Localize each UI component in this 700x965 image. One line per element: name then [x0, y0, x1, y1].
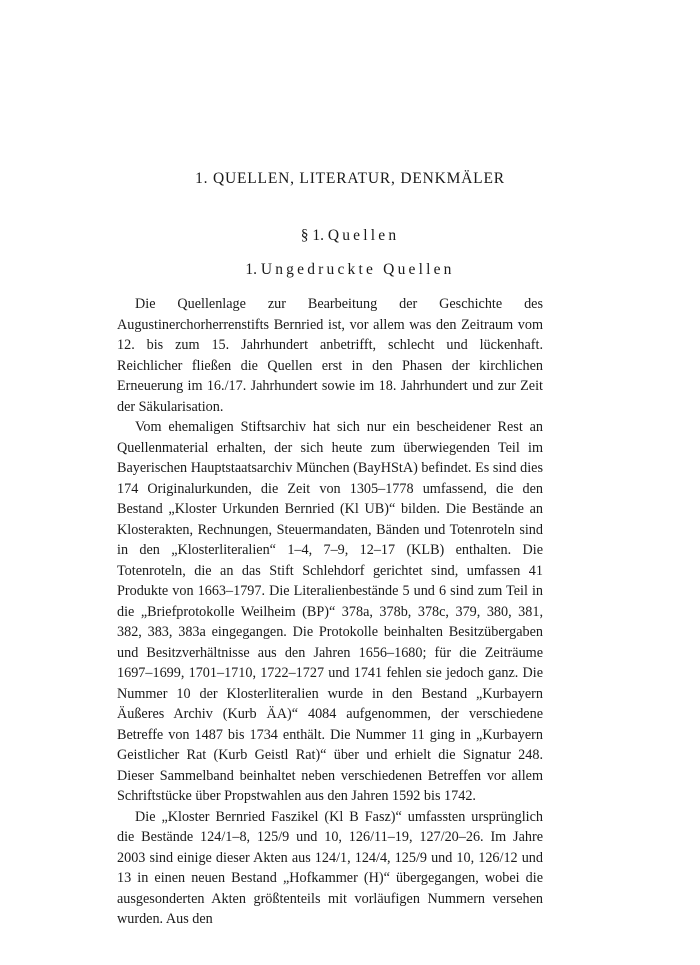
- subsection-title-text: Ungedruckte Quellen: [260, 261, 455, 278]
- paragraph: Vom ehemaligen Stiftsarchiv hat sich nur ein bescheidener Rest an Quellenmaterial erhalten, der sich heute zum überwiegenden Teil im Bayerischen Hauptstaatsarchiv München (BayHStA) befindet. Es sind dies 174 Originalurkunden, die Zeit von 1305–1778 umfassend, die den Bestand „Kloster Urkunden Bernried (Kl UB)“ bilden. Die Bestände an Klosterakten, Rechnungen, Steuermandaten, Bänden und Totenroteln sind in den „Klosterliteralien“ 1–4, 7–9, 12–17 (KLB) enthalten. Die Totenroteln, die an das Stift Schlehdorf gerichtet sind, umfassen 41 Produkte von 1663–1797. Die Literalienbestände 5 und 6 sind zum Teil in die „Briefprotokolle Weilheim (BP)“ 378a, 378b, 378c, 379, 380, 381, 382, 383, 383a eingegangen. Die Protokolle beinhalten Besitzübergaben und Besitzverhältnisse aus den Jahren 1656–1680; für die Zeiträume 1697–1699, 1701–1710, 1722–1727 und 1741 fehlen sie jedoch ganz. Die Nummer 10 der Klosterliteralien wurde in den Bestand „Kurbayern Äußeres Archiv (Kurb ÄA)“ 4084 aufgenommen, der verschiedene Betreffe von 1487 bis 1734 enthält. Die Nummer 11 ging in „Kurbayern Geistlicher Rat (Kurb Geistl Rat)“ über und erhielt die Signatur 248. Dieser Sammelband beinhaltet neben verschiedenen Betreffen vor allem Schriftstücke über Propstwahlen aus den Jahren 1592 bis 1742.: [117, 419, 543, 804]
- section-number: § 1.: [300, 227, 324, 244]
- paragraph: Die Quellenlage zur Bearbeitung der Geschichte des Augustinerchorherrenstifts Bernried ist, vor allem was den Zeitraum vom 12. bis zum 15. Jahrhundert anbetrifft, schlecht und lückenhaft. Reichlicher fließen die Quellen erst in den Phasen der kirchlichen Erneuerung im 16./17. Jahrhundert sowie im 18. Jahrhundert und zur Zeit der Säkularisation.: [117, 296, 543, 415]
- section-heading: [0, 227, 700, 245]
- section-title-text: Quellen: [327, 227, 400, 244]
- chapter-heading: 1. QUELLEN, LITERATUR, DENKMÄLER: [195, 170, 505, 187]
- paragraph: Die „Kloster Bernried Faszikel (Kl B Fasz)“ umfassten ursprünglich die Bestände 124/1–8, 125/9 und 10, 126/11–19, 127/20–26. Im Jahre 2003 sind einige dieser Akten aus 124/1, 124/4, 125/9 und 10, 126/12 und 13 in einen neuen Bestand „Hofkammer (H)“ übergegangen, wobei die ausgesonderten Akten größtenteils mit vorläufigen Nummern versehen wurden. Aus den: [117, 808, 543, 927]
- subsection-heading: [0, 261, 700, 279]
- subsection-number: 1.: [245, 261, 257, 278]
- body-text: [117, 294, 543, 930]
